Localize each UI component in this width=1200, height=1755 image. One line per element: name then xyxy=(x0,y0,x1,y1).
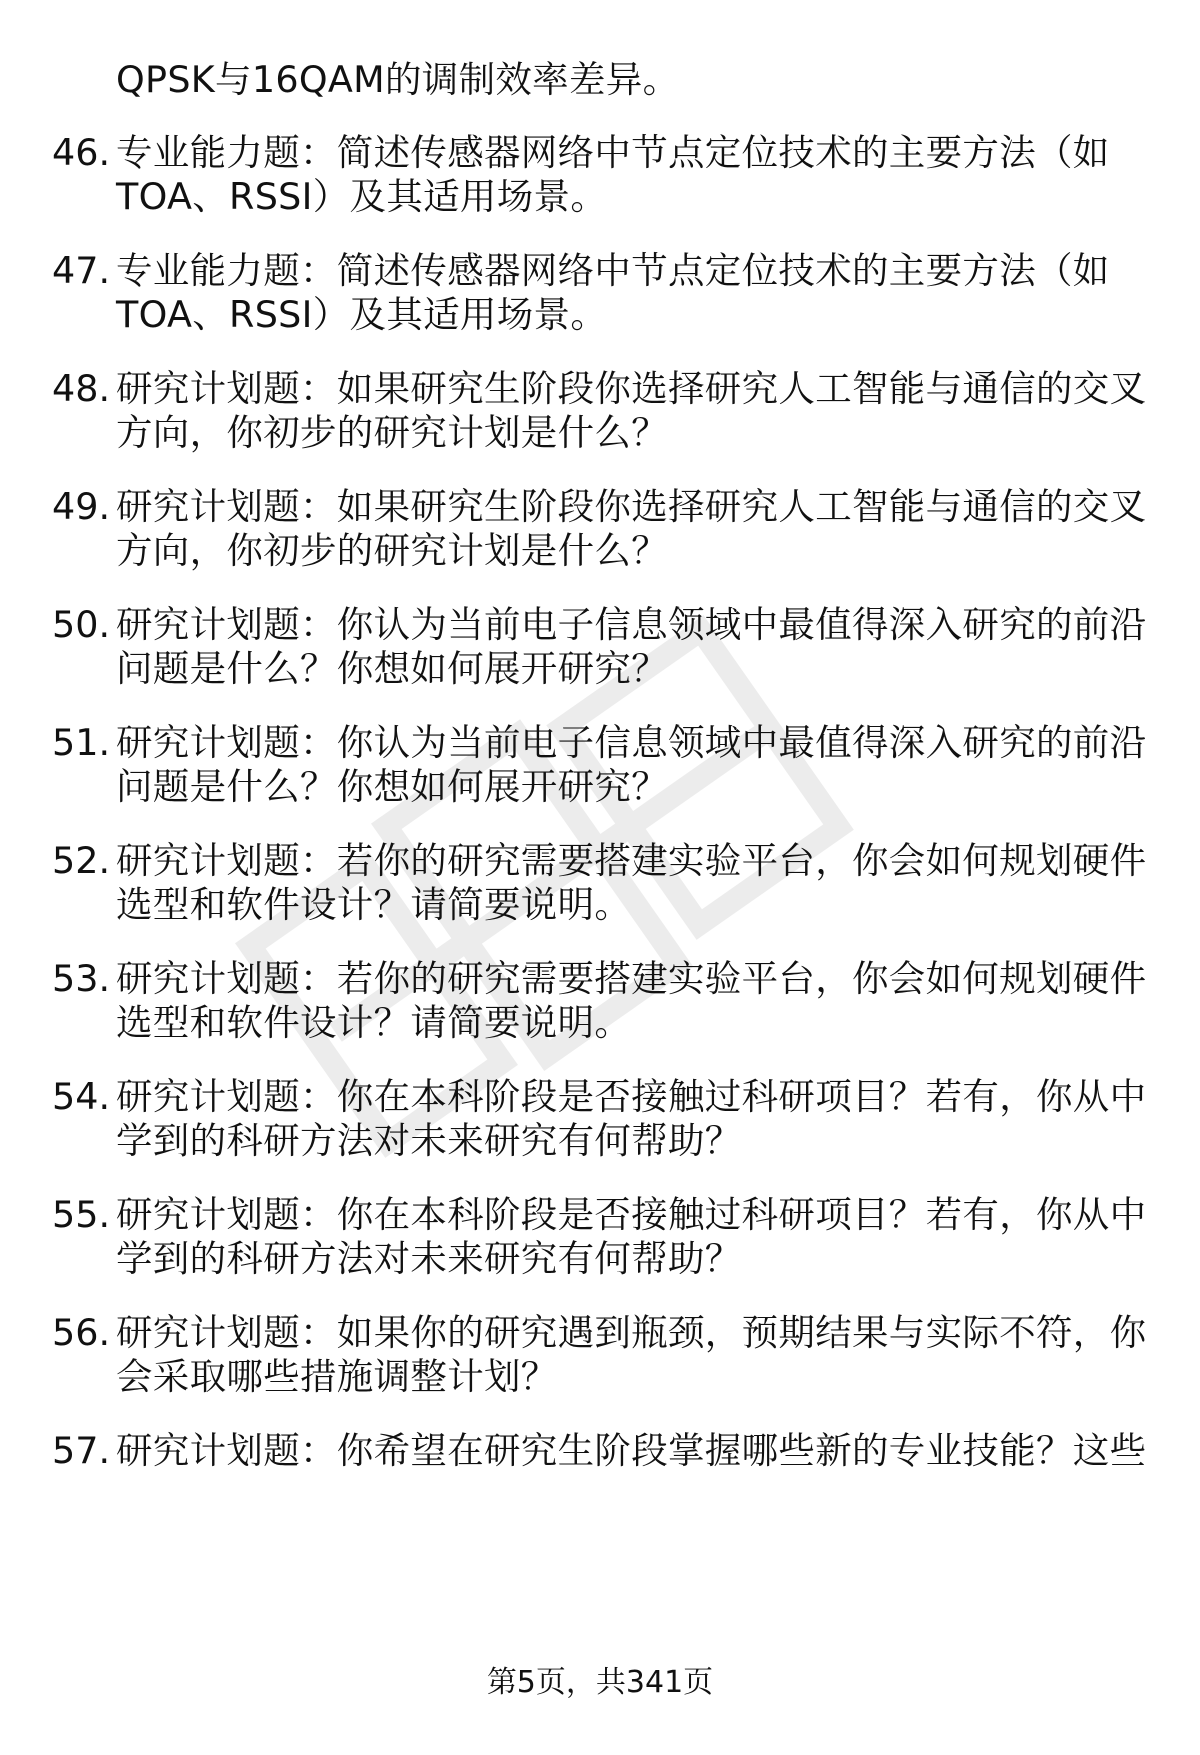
item-number: 49. xyxy=(52,485,111,528)
item-text-line: 选型和软件设计？请简要说明。 xyxy=(116,883,632,926)
item-text-line: 研究计划题：若你的研究需要搭建实验平台，你会如何规划硬件 xyxy=(116,957,1147,1000)
item-number: 56. xyxy=(52,1311,111,1354)
item-text-line: TOA、RSSI）及其适用场景。 xyxy=(116,175,608,218)
continuation-line: QPSK与16QAM的调制效率差异。 xyxy=(116,58,680,101)
item-number: 55. xyxy=(52,1193,111,1236)
item-text-line: 研究计划题：你认为当前电子信息领域中最值得深入研究的前沿 xyxy=(116,603,1147,646)
item-text-line: 问题是什么？你想如何展开研究？ xyxy=(116,647,668,690)
page-footer: 第5页，共341页 xyxy=(486,1665,714,1700)
item-text-line: 问题是什么？你想如何展开研究？ xyxy=(116,765,668,808)
item-number: 47. xyxy=(52,249,111,292)
item-number: 54. xyxy=(52,1075,111,1118)
item-text-line: 研究计划题：你在本科阶段是否接触过科研项目？若有，你从中 xyxy=(116,1075,1147,1118)
item-text-line: 方向，你初步的研究计划是什么？ xyxy=(116,529,668,572)
item-text-line: 专业能力题：简述传感器网络中节点定位技术的主要方法（如 xyxy=(116,249,1110,292)
item-text-line: 研究计划题：如果研究生阶段你选择研究人工智能与通信的交叉 xyxy=(116,367,1147,410)
item-number: 46. xyxy=(52,131,111,174)
item-number: 50. xyxy=(52,603,111,646)
item-text-line: 研究计划题：你希望在研究生阶段掌握哪些新的专业技能？这些 xyxy=(116,1429,1147,1472)
item-text-line: 专业能力题：简述传感器网络中节点定位技术的主要方法（如 xyxy=(116,131,1110,174)
item-text-line: 方向，你初步的研究计划是什么？ xyxy=(116,411,668,454)
item-text-line: 研究计划题：若你的研究需要搭建实验平台，你会如何规划硬件 xyxy=(116,839,1147,882)
item-text-line: 学到的科研方法对未来研究有何帮助？ xyxy=(116,1237,742,1280)
item-number: 57. xyxy=(52,1429,111,1472)
item-text-line: 研究计划题：你认为当前电子信息领域中最值得深入研究的前沿 xyxy=(116,721,1147,764)
item-text-line: 研究计划题：你在本科阶段是否接触过科研项目？若有，你从中 xyxy=(116,1193,1147,1236)
item-text-line: 学到的科研方法对未来研究有何帮助？ xyxy=(116,1119,742,1162)
item-number: 48. xyxy=(52,367,111,410)
item-number: 53. xyxy=(52,957,111,1000)
item-text-line: 会采取哪些措施调整计划？ xyxy=(116,1355,558,1398)
item-text-line: TOA、RSSI）及其适用场景。 xyxy=(116,293,608,336)
item-text-line: 研究计划题：如果你的研究遇到瓶颈，预期结果与实际不符，你 xyxy=(116,1311,1147,1354)
item-number: 51. xyxy=(52,721,111,764)
item-number: 52. xyxy=(52,839,111,882)
item-text-line: 选型和软件设计？请简要说明。 xyxy=(116,1001,632,1044)
item-text-line: 研究计划题：如果研究生阶段你选择研究人工智能与通信的交叉 xyxy=(116,485,1147,528)
